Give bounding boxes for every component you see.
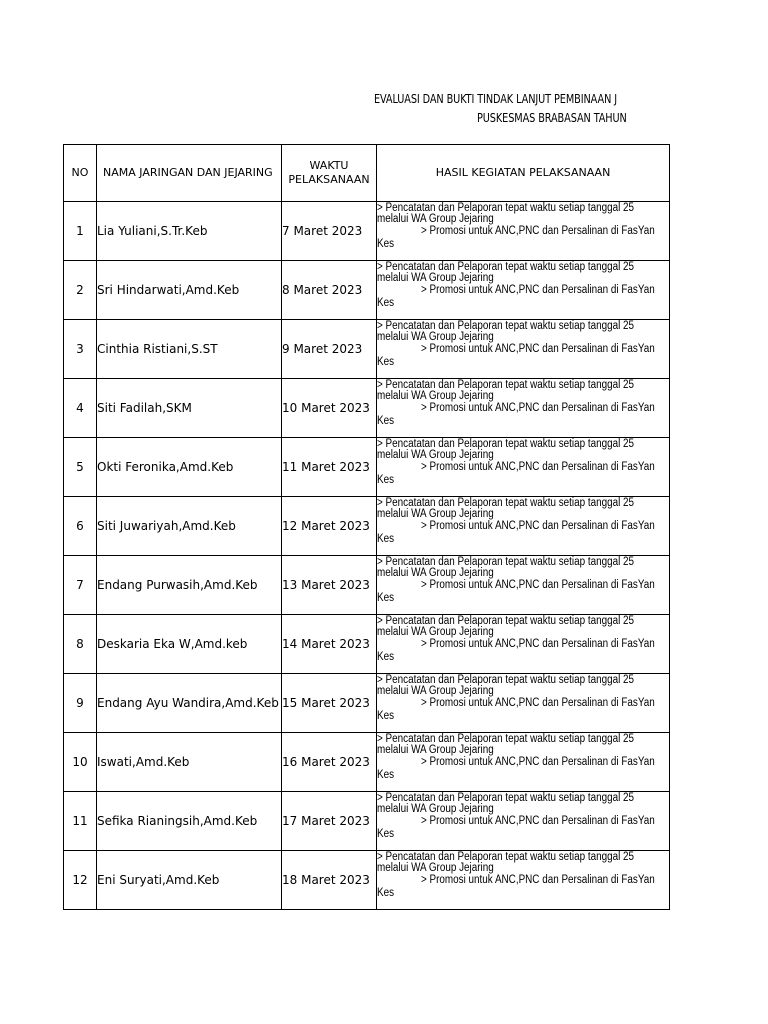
hasil-line-4: Kes (377, 887, 395, 899)
row-name: Endang Purwasih,Amd.Keb (97, 556, 282, 615)
row-name: Siti Juwariyah,Amd.Keb (97, 497, 282, 556)
hasil-line-2: melalui WA Group Jejaring (377, 449, 494, 461)
hasil-line-3: > Promosi untuk ANC,PNC dan Persalinan di FasYan (421, 697, 655, 709)
row-hasil (377, 615, 670, 674)
hasil-line-1: > Pencatatan dan Pelaporan tepat waktu setiap tanggal 25 (377, 674, 635, 686)
hasil-line-3: > Promosi untuk ANC,PNC dan Persalinan di FasYan (421, 756, 655, 768)
hasil-line-4: Kes (377, 356, 395, 368)
row-number: 3 (64, 320, 97, 379)
header-no: NO (64, 145, 97, 202)
row-date: 18 Maret 2023 (282, 851, 377, 910)
hasil-line-2: melalui WA Group Jejaring (377, 685, 494, 697)
table-row (64, 556, 670, 615)
row-date: 12 Maret 2023 (282, 497, 377, 556)
table-header-row (64, 145, 670, 202)
row-name: Iswati,Amd.Keb (97, 733, 282, 792)
header-waktu-line-1: WAKTU (309, 159, 349, 172)
hasil-line-3: > Promosi untuk ANC,PNC dan Persalinan di FasYan (421, 579, 655, 591)
table-row (64, 261, 670, 320)
hasil-line-1: > Pencatatan dan Pelaporan tepat waktu setiap tanggal 25 (377, 202, 635, 214)
hasil-line-3: > Promosi untuk ANC,PNC dan Persalinan di FasYan (421, 225, 655, 237)
row-number: 9 (64, 674, 97, 733)
hasil-line-1: > Pencatatan dan Pelaporan tepat waktu setiap tanggal 25 (377, 320, 635, 332)
row-hasil (377, 792, 670, 851)
row-number: 8 (64, 615, 97, 674)
hasil-text-box (377, 379, 669, 437)
hasil-line-3: > Promosi untuk ANC,PNC dan Persalinan di FasYan (421, 284, 655, 296)
hasil-text-box (377, 733, 669, 791)
row-name: Eni Suryati,Amd.Keb (97, 851, 282, 910)
hasil-line-4: Kes (377, 238, 395, 250)
row-date: 10 Maret 2023 (282, 379, 377, 438)
hasil-line-1: > Pencatatan dan Pelaporan tepat waktu setiap tanggal 25 (377, 438, 635, 450)
row-name: Deskaria Eka W,Amd.keb (97, 615, 282, 674)
row-name: Endang Ayu Wandira,Amd.Keb (97, 674, 282, 733)
row-hasil (377, 674, 670, 733)
evaluation-table (63, 144, 670, 910)
row-date: 7 Maret 2023 (282, 202, 377, 261)
hasil-line-1: > Pencatatan dan Pelaporan tepat waktu setiap tanggal 25 (377, 615, 635, 627)
hasil-line-3: > Promosi untuk ANC,PNC dan Persalinan di FasYan (421, 638, 655, 650)
hasil-line-2: melalui WA Group Jejaring (377, 213, 494, 225)
hasil-line-3: > Promosi untuk ANC,PNC dan Persalinan di FasYan (421, 402, 655, 414)
row-date: 13 Maret 2023 (282, 556, 377, 615)
hasil-line-3: > Promosi untuk ANC,PNC dan Persalinan di FasYan (421, 874, 655, 886)
row-number: 10 (64, 733, 97, 792)
hasil-line-2: melalui WA Group Jejaring (377, 626, 494, 638)
row-number: 1 (64, 202, 97, 261)
hasil-line-1: > Pencatatan dan Pelaporan tepat waktu setiap tanggal 25 (377, 733, 635, 745)
row-date: 15 Maret 2023 (282, 674, 377, 733)
table-row (64, 851, 670, 910)
table-row (64, 202, 670, 261)
hasil-line-3: > Promosi untuk ANC,PNC dan Persalinan di FasYan (421, 815, 655, 827)
hasil-line-1: > Pencatatan dan Pelaporan tepat waktu setiap tanggal 25 (377, 851, 635, 863)
row-date: 11 Maret 2023 (282, 438, 377, 497)
hasil-line-1: > Pencatatan dan Pelaporan tepat waktu setiap tanggal 25 (377, 261, 635, 273)
header-name: NAMA JARINGAN DAN JEJARING (97, 145, 282, 202)
hasil-line-4: Kes (377, 651, 395, 663)
hasil-line-4: Kes (377, 828, 395, 840)
row-hasil (377, 497, 670, 556)
row-hasil (377, 851, 670, 910)
row-name: Sri Hindarwati,Amd.Keb (97, 261, 282, 320)
hasil-line-4: Kes (377, 769, 395, 781)
hasil-line-4: Kes (377, 710, 395, 722)
table-row (64, 674, 670, 733)
row-date: 8 Maret 2023 (282, 261, 377, 320)
row-date: 14 Maret 2023 (282, 615, 377, 674)
hasil-line-3: > Promosi untuk ANC,PNC dan Persalinan di FasYan (421, 520, 655, 532)
row-date: 16 Maret 2023 (282, 733, 377, 792)
document-subtitle: PUSKESMAS BRABASAN TAHUN (477, 111, 627, 125)
row-name: Sefika Rianingsih,Amd.Keb (97, 792, 282, 851)
row-number: 2 (64, 261, 97, 320)
hasil-line-2: melalui WA Group Jejaring (377, 390, 494, 402)
hasil-line-4: Kes (377, 415, 395, 427)
table-row (64, 379, 670, 438)
row-number: 12 (64, 851, 97, 910)
row-number: 4 (64, 379, 97, 438)
hasil-line-3: > Promosi untuk ANC,PNC dan Persalinan di FasYan (421, 461, 655, 473)
hasil-text-box (377, 261, 669, 319)
hasil-line-1: > Pencatatan dan Pelaporan tepat waktu setiap tanggal 25 (377, 379, 635, 391)
row-number: 7 (64, 556, 97, 615)
table-row (64, 438, 670, 497)
table-row (64, 733, 670, 792)
hasil-text-box (377, 202, 669, 260)
hasil-text-box (377, 851, 669, 909)
document-title: EVALUASI DAN BUKTI TINDAK LANJUT PEMBINAAN J (374, 92, 618, 106)
row-hasil (377, 556, 670, 615)
hasil-line-1: > Pencatatan dan Pelaporan tepat waktu setiap tanggal 25 (377, 556, 635, 568)
hasil-text-box (377, 438, 669, 496)
hasil-line-2: melalui WA Group Jejaring (377, 744, 494, 756)
hasil-text-box (377, 792, 669, 850)
row-hasil (377, 379, 670, 438)
hasil-line-2: melalui WA Group Jejaring (377, 862, 494, 874)
table-row (64, 497, 670, 556)
row-number: 6 (64, 497, 97, 556)
row-hasil (377, 733, 670, 792)
hasil-line-2: melalui WA Group Jejaring (377, 272, 494, 284)
row-date: 9 Maret 2023 (282, 320, 377, 379)
row-hasil (377, 202, 670, 261)
row-name: Cinthia Ristiani,S.ST (97, 320, 282, 379)
header-hasil: HASIL KEGIATAN PELAKSANAAN (377, 145, 670, 202)
row-date: 17 Maret 2023 (282, 792, 377, 851)
hasil-line-4: Kes (377, 533, 395, 545)
hasil-text-box (377, 556, 669, 614)
hasil-line-4: Kes (377, 297, 395, 309)
hasil-line-3: > Promosi untuk ANC,PNC dan Persalinan di FasYan (421, 343, 655, 355)
header-waktu-line-2: PELAKSANAAN (288, 173, 370, 186)
header-waktu (282, 145, 377, 202)
row-hasil (377, 320, 670, 379)
row-hasil (377, 261, 670, 320)
hasil-line-4: Kes (377, 474, 395, 486)
hasil-line-1: > Pencatatan dan Pelaporan tepat waktu setiap tanggal 25 (377, 497, 635, 509)
table-body (64, 202, 670, 910)
table-row (64, 615, 670, 674)
table-row (64, 320, 670, 379)
hasil-line-1: > Pencatatan dan Pelaporan tepat waktu setiap tanggal 25 (377, 792, 635, 804)
row-number: 5 (64, 438, 97, 497)
hasil-line-4: Kes (377, 592, 395, 604)
hasil-text-box (377, 674, 669, 732)
hasil-line-2: melalui WA Group Jejaring (377, 567, 494, 579)
row-name: Lia Yuliani,S.Tr.Keb (97, 202, 282, 261)
table-row (64, 792, 670, 851)
row-number: 11 (64, 792, 97, 851)
hasil-line-2: melalui WA Group Jejaring (377, 803, 494, 815)
hasil-line-2: melalui WA Group Jejaring (377, 508, 494, 520)
hasil-text-box (377, 497, 669, 555)
hasil-line-2: melalui WA Group Jejaring (377, 331, 494, 343)
row-name: Okti Feronika,Amd.Keb (97, 438, 282, 497)
row-hasil (377, 438, 670, 497)
hasil-text-box (377, 615, 669, 673)
row-name: Siti Fadilah,SKM (97, 379, 282, 438)
hasil-text-box (377, 320, 669, 378)
